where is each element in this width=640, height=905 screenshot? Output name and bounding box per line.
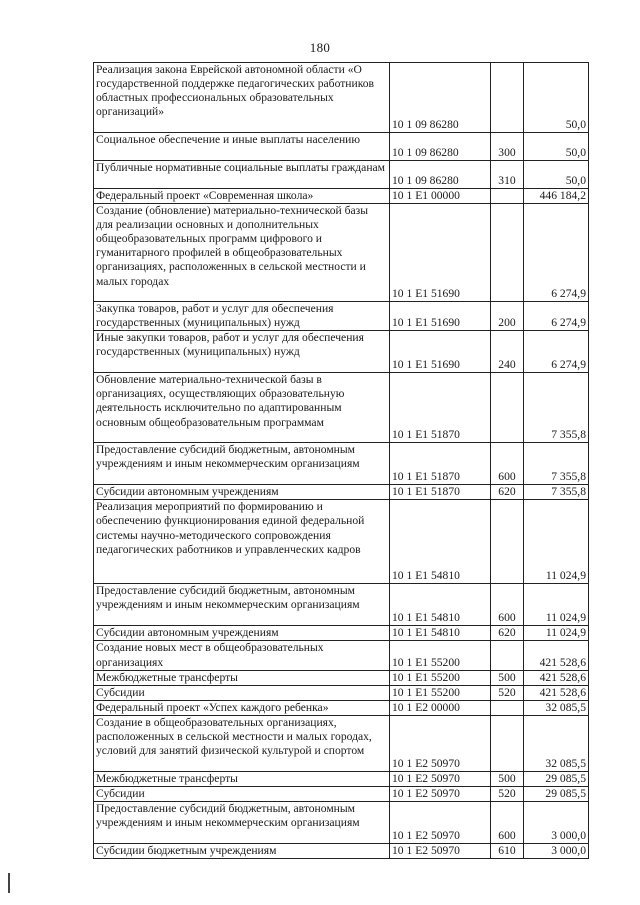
page-number: 180 [309,40,331,55]
table-row [94,787,589,802]
row-code-cell: 10 1 E2 50970 [390,787,491,802]
row-code-cell: 10 1 E2 50970 [390,771,491,786]
row-vr-cell [491,715,524,771]
row-code-cell: 10 1 E1 54810 [390,500,491,584]
table-row [94,584,589,626]
row-sum-cell: 446 184,2 [524,189,589,204]
row-code-cell: 10 1 E1 51690 [390,331,491,373]
row-name-cell: Межбюджетные трансферты [94,771,390,786]
row-sum-cell: 29 085,5 [524,771,589,786]
row-vr-cell: 600 [491,802,524,844]
table-row [94,715,589,771]
row-name-cell: Субсидии автономным учреждениям [94,626,390,641]
row-name-cell: Публичные нормативные социальные выплаты гражданам [94,161,390,189]
row-name-cell: Закупка товаров, работ и услуг для обеспечения государственных (муниципальных) нужд [94,302,390,331]
budget-table-body [94,63,589,859]
row-vr-cell: 200 [491,302,524,331]
row-code-cell: 10 1 E2 50970 [390,802,491,844]
row-sum-cell: 7 355,8 [524,373,589,443]
row-sum-cell: 32 085,5 [524,715,589,771]
row-name-cell: Реализация закона Еврейской автономной области «О государственной поддержке педагогических работников областных профессиональных образовательных организаций» [94,63,390,133]
row-sum-cell: 11 024,9 [524,584,589,626]
row-code-cell: 10 1 E1 51870 [390,485,491,500]
row-vr-cell [491,204,524,302]
row-name-cell: Федеральный проект «Современная школа» [94,189,390,204]
row-vr-cell: 520 [491,787,524,802]
table-row [94,204,589,302]
row-name-cell: Субсидии бюджетным учреждениям [94,844,390,859]
row-vr-cell: 500 [491,771,524,786]
row-code-cell: 10 1 E2 00000 [390,700,491,715]
row-name-cell: Субсидии [94,685,390,700]
row-sum-cell: 29 085,5 [524,787,589,802]
budget-table [93,62,589,859]
row-vr-cell [491,500,524,584]
table-row [94,700,589,715]
table-row [94,641,589,670]
row-name-cell: Предоставление субсидий бюджетным, автономным учреждениям и иным некоммерческим организациям [94,584,390,626]
table-row [94,302,589,331]
row-vr-cell [491,641,524,670]
row-code-cell: 10 1 09 86280 [390,133,491,161]
row-name-cell: Субсидии автономным учреждениям [94,485,390,500]
row-vr-cell: 620 [491,485,524,500]
row-vr-cell: 600 [491,584,524,626]
row-sum-cell: 50,0 [524,63,589,133]
row-vr-cell: 240 [491,331,524,373]
table-row [94,443,589,485]
row-vr-cell: 620 [491,626,524,641]
table-row [94,626,589,641]
row-vr-cell: 500 [491,670,524,685]
row-code-cell: 10 1 E1 51870 [390,443,491,485]
row-code-cell: 10 1 09 86280 [390,161,491,189]
row-sum-cell: 50,0 [524,161,589,189]
row-vr-cell [491,373,524,443]
row-name-cell: Социальное обеспечение и иные выплаты населению [94,133,390,161]
row-sum-cell: 50,0 [524,133,589,161]
row-sum-cell: 11 024,9 [524,626,589,641]
table-row [94,63,589,133]
row-code-cell: 10 1 E2 50970 [390,715,491,771]
row-code-cell: 10 1 E1 54810 [390,626,491,641]
table-row [94,189,589,204]
table-row [94,373,589,443]
row-vr-cell: 300 [491,133,524,161]
row-sum-cell: 7 355,8 [524,443,589,485]
row-sum-cell: 6 274,9 [524,331,589,373]
row-name-cell: Создание новых мест в общеобразовательных организациях [94,641,390,670]
table-row [94,161,589,189]
row-name-cell: Реализация мероприятий по формированию и обеспечению функционирования единой федеральной системы научно-методического сопровождения педагогических работников и управленческих кадров [94,500,390,584]
row-sum-cell: 421 528,6 [524,685,589,700]
row-vr-cell: 600 [491,443,524,485]
row-name-cell: Федеральный проект «Успех каждого ребенка» [94,700,390,715]
table-row [94,133,589,161]
row-code-cell: 10 1 E1 51690 [390,302,491,331]
row-sum-cell: 6 274,9 [524,302,589,331]
table-row [94,771,589,786]
table-row [94,844,589,859]
row-name-cell: Предоставление субсидий бюджетным, автономным учреждениям и иным некоммерческим организациям [94,802,390,844]
row-name-cell: Предоставление субсидий бюджетным, автономным учреждениям и иным некоммерческим организациям [94,443,390,485]
row-vr-cell [491,700,524,715]
row-vr-cell [491,63,524,133]
row-sum-cell: 6 274,9 [524,204,589,302]
row-code-cell: 10 1 E1 51690 [390,204,491,302]
row-sum-cell: 11 024,9 [524,500,589,584]
row-code-cell: 10 1 E1 00000 [390,189,491,204]
row-sum-cell: 32 085,5 [524,700,589,715]
row-code-cell: 10 1 E1 51870 [390,373,491,443]
row-code-cell: 10 1 E1 55200 [390,685,491,700]
row-vr-cell: 610 [491,844,524,859]
table-row [94,485,589,500]
table-row [94,685,589,700]
row-sum-cell: 3 000,0 [524,802,589,844]
row-code-cell: 10 1 09 86280 [390,63,491,133]
row-vr-cell: 310 [491,161,524,189]
row-sum-cell: 421 528,6 [524,641,589,670]
table-row [94,802,589,844]
table-row [94,500,589,584]
table-row [94,331,589,373]
row-name-cell: Субсидии [94,787,390,802]
row-sum-cell: 3 000,0 [524,844,589,859]
table-row [94,670,589,685]
row-code-cell: 10 1 E1 54810 [390,584,491,626]
margin-mark [8,873,10,893]
row-name-cell: Создание в общеобразовательных организациях, расположенных в сельской местности и малых городах, условий для занятий физической культурой и спортом [94,715,390,771]
row-name-cell: Обновление материально-технической базы в организациях, осуществляющих образовательную деятельность исключительно по адаптированным основным общеобразовательным программам [94,373,390,443]
row-vr-cell: 520 [491,685,524,700]
row-code-cell: 10 1 E2 50970 [390,844,491,859]
row-name-cell: Создание (обновление) материально-технической базы для реализации основных и дополнительных общеобразовательных программ цифрового и гуманитарного профилей в общеобразовательных организациях, расположенных в сельской местности и малых городах [94,204,390,302]
row-code-cell: 10 1 E1 55200 [390,670,491,685]
row-sum-cell: 7 355,8 [524,485,589,500]
row-name-cell: Межбюджетные трансферты [94,670,390,685]
row-vr-cell [491,189,524,204]
row-code-cell: 10 1 E1 55200 [390,641,491,670]
row-sum-cell: 421 528,6 [524,670,589,685]
row-name-cell: Иные закупки товаров, работ и услуг для обеспечения государственных (муниципальных) нужд [94,331,390,373]
